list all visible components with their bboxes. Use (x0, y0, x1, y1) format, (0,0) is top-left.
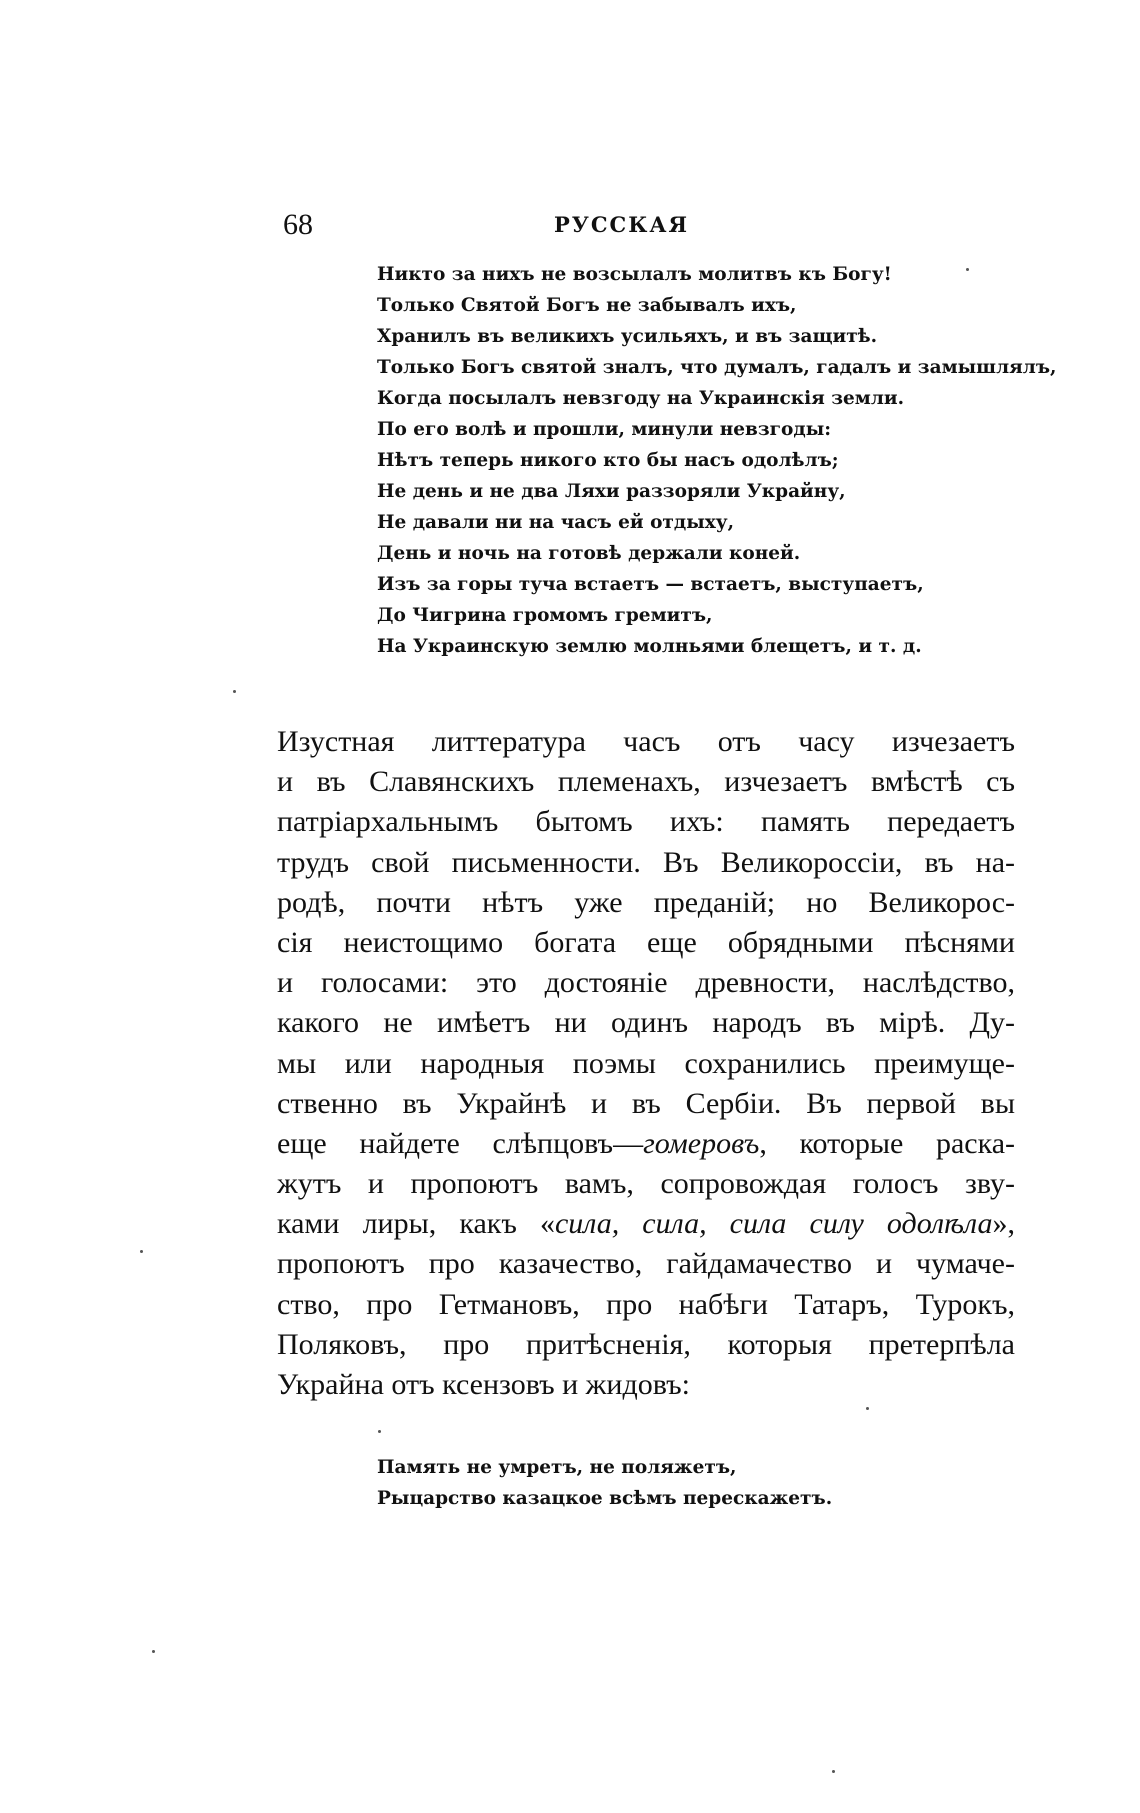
print-speck (966, 268, 969, 271)
verse-line: На Украинскую землю молньями блещетъ, и т. д. (377, 636, 922, 657)
verse-line: Не день и не два Ляхи раззоряли Украйну, (377, 481, 846, 502)
verse-line: Хранилъ въ великихъ усильяхъ, и въ защитѣ. (377, 326, 878, 347)
page-number: 68 (283, 208, 313, 241)
prose-paragraph (277, 722, 1015, 1405)
verse-line: До Чигрина громомъ гремитъ, (377, 605, 713, 626)
verse-line: Не давали ни на часъ ей отдыху, (377, 512, 735, 533)
running-title: РУССКАЯ (554, 212, 689, 237)
prose-line: патріархальнымъ бытомъ ихъ: память передаетъ (277, 805, 1015, 839)
verse-line: Рыцарство казацкое всѣмъ перескажетъ. (377, 1488, 833, 1509)
verse-line: Память не умретъ, не поляжетъ, (377, 1457, 737, 1478)
verse-line: Изъ за горы туча встаетъ — встаетъ, выступаетъ, (377, 574, 924, 595)
prose-line: Изустная литтература часъ отъ часу изчезаетъ (277, 725, 1015, 758)
prose-line: Поляковъ, про притѣсненія, которыя претерпѣла (277, 1327, 1015, 1361)
prose-line: мы или народныя поэмы сохранились преимуще- (277, 1046, 1015, 1080)
prose-line: и голосами: это достояніе древности, наслѣдство, (277, 966, 1015, 1000)
prose-line: ственно въ Украйнѣ и въ Сербіи. Въ первой вы (277, 1086, 1015, 1120)
prose-line: и въ Славянскихъ племенахъ, изчезаетъ вмѣстѣ съ (277, 765, 1015, 799)
italic-text: сила, сила, сила силу одолѣла (554, 1207, 993, 1241)
italic-text: гомеровъ (643, 1126, 760, 1160)
print-speck (140, 1250, 143, 1253)
verse-line: По его волѣ и прошли, минули невзгоды: (377, 419, 832, 440)
prose-line: ство, про Гетмановъ, про набѣги Татаръ, Турокъ, (277, 1287, 1015, 1321)
prose-line: Украйна отъ ксензовъ и жидовъ: (277, 1368, 690, 1401)
verse-line: Когда посылалъ невзгоду на Украинскія земли. (377, 388, 905, 409)
prose-line: ками лиры, какъ «сила, сила, сила силу одолѣла», (277, 1207, 1015, 1241)
prose-line: пропоютъ про казачество, гайдамачество и чумаче- (277, 1247, 1015, 1281)
prose-line: какого не имѣетъ ни одинъ народъ въ мірѣ. Ду- (277, 1006, 1015, 1040)
prose-line: жутъ и пропоютъ вамъ, сопровождая голосъ зву- (277, 1167, 1015, 1201)
print-speck (866, 1407, 869, 1410)
verse-line: Никто за нихъ не возсылалъ молитвъ къ Богу! (377, 264, 892, 285)
verse-quote-top (377, 259, 1056, 662)
print-speck (378, 1430, 381, 1433)
verse-line: День и ночь на готовѣ держали коней. (377, 543, 801, 564)
prose-line: сія неистощимо богата еще обрядными пѣснями (277, 925, 1015, 959)
verse-line: Нѣтъ теперь никого кто бы насъ одолѣлъ; (377, 450, 839, 471)
print-speck (832, 1770, 835, 1773)
verse-line: Только Святой Богъ не забывалъ ихъ, (377, 295, 797, 316)
verse-line: Только Богъ святой зналъ, что думалъ, гадалъ и замышлялъ, (377, 357, 1057, 378)
prose-line: еще найдете слѣпцовъ—гомеровъ, которые раска- (277, 1126, 1016, 1160)
verse-quote-bottom (377, 1452, 832, 1514)
prose-line: родѣ, почти нѣтъ уже преданій; но Великорос- (277, 885, 1015, 919)
print-speck (233, 690, 236, 693)
prose-line: трудъ свой письменности. Въ Великороссіи, въ на- (277, 845, 1015, 879)
print-speck (152, 1650, 155, 1653)
